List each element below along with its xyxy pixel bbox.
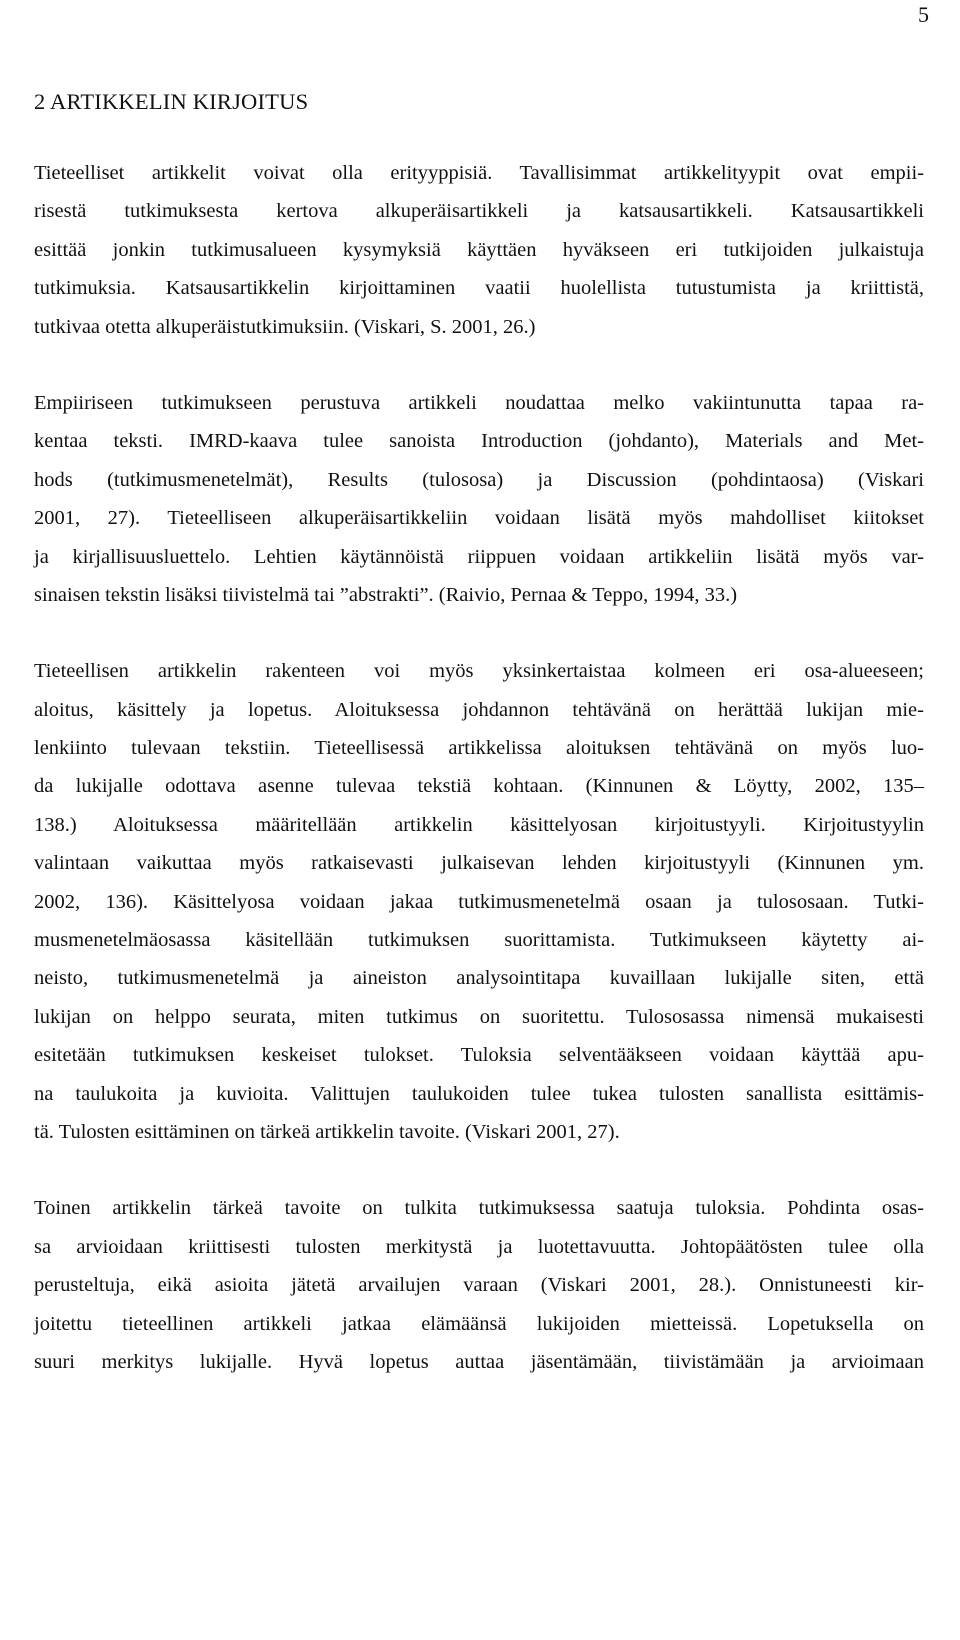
paragraph-3 — [34, 652, 924, 1151]
text-line: neisto, tutkimusmenetelmä ja aineiston analysointitapa kuvaillaan lukijalle siten, että — [34, 967, 924, 990]
text-line: ja kirjallisuusluettelo. Lehtien käytännöistä riippuen voidaan artikkeliin lisätä myös var- — [34, 545, 924, 568]
text-line: tä. Tulosten esittäminen on tärkeä artikkelin tavoite. (Viskari 2001, 27). — [34, 1120, 620, 1143]
paragraph-4 — [34, 1189, 924, 1381]
text-line: na taulukoita ja kuvioita. Valittujen taulukoiden tulee tukea tulosten sanallista esittämis- — [34, 1082, 924, 1105]
text-line: kentaa teksti. IMRD-kaava tulee sanoista Introduction (johdanto), Materials and Met- — [34, 430, 924, 453]
text-line: 2002, 136). Käsittelyosa voidaan jakaa tutkimusmenetelmä osaan ja tulososaan. Tutki- — [34, 890, 924, 913]
page-number: 5 — [918, 2, 929, 27]
text-line: lenkiinto tulevaan tekstiin. Tieteellisessä artikkelissa aloituksen tehtävänä on myös luo- — [34, 737, 924, 760]
text-line: esitetään tutkimuksen keskeiset tulokset. Tuloksia selventääkseen voidaan käyttää apu- — [34, 1044, 924, 1067]
text-line: 2001, 27). Tieteelliseen alkuperäisartikkeliin voidaan lisätä myös mahdolliset kiitokset — [34, 507, 924, 530]
text-line: musmenetelmäosassa käsitellään tutkimuksen suorittamista. Tutkimukseen käytetty ai- — [34, 929, 924, 952]
text-line: Empiiriseen tutkimukseen perustuva artikkeli noudattaa melko vakiintunutta tapaa ra- — [34, 391, 924, 414]
paragraph-2 — [34, 384, 924, 614]
text-line: joitettu tieteellinen artikkeli jatkaa elämäänsä lukijoiden mietteissä. Lopetuksella on — [34, 1312, 924, 1335]
text-line: 138.) Aloituksessa määritellään artikkelin käsittelyosan kirjoitustyyli. Kirjoitustyylin — [34, 813, 924, 836]
text-line: lukijan on helppo seurata, miten tutkimus on suoritettu. Tulososassa nimensä mukaisesti — [34, 1005, 924, 1028]
paragraph-1 — [34, 154, 924, 346]
document-body — [34, 88, 924, 1381]
text-line: aloitus, käsittely ja lopetus. Aloituksessa johdannon tehtävänä on herättää lukijan mie- — [34, 698, 924, 721]
text-line: perusteltuja, eikä asioita jätetä arvailujen varaan (Viskari 2001, 28.). Onnistuneesti kir- — [34, 1274, 924, 1297]
text-line: Tieteellisen artikkelin rakenteen voi myös yksinkertaistaa kolmeen eri osa-alueeseen; — [34, 660, 924, 683]
section-heading: 2 ARTIKKELIN KIRJOITUS — [34, 89, 309, 114]
text-line: Toinen artikkelin tärkeä tavoite on tulkita tutkimuksessa saatuja tuloksia. Pohdinta osas- — [34, 1197, 924, 1220]
text-line: sinaisen tekstin lisäksi tiivistelmä tai ”abstrakti”. (Raivio, Pernaa & Teppo, 1994, 33.) — [34, 583, 738, 606]
text-line: sa arvioidaan kriittisesti tulosten merkitystä ja luotettavuutta. Johtopäätösten tulee olla — [34, 1235, 924, 1258]
text-line: risestä tutkimuksesta kertova alkuperäisartikkeli ja katsausartikkeli. Katsausartikkeli — [34, 200, 924, 223]
text-line: Tieteelliset artikkelit voivat olla erityyppisiä. Tavallisimmat artikkelityypit ovat empii- — [34, 162, 924, 184]
text-line: suuri merkitys lukijalle. Hyvä lopetus auttaa jäsentämään, tiivistämään ja arvioimaan — [34, 1350, 924, 1373]
text-line: da lukijalle odottava asenne tulevaa tekstiä kohtaan. (Kinnunen & Löytty, 2002, 135– — [34, 775, 924, 798]
text-line: tutkimuksia. Katsausartikkelin kirjoittaminen vaatii huolellista tutustumista ja kriittistä, — [34, 277, 924, 300]
text-line: valintaan vaikuttaa myös ratkaisevasti julkaisevan lehden kirjoitustyyli (Kinnunen ym. — [34, 852, 924, 875]
text-line: tutkivaa otetta alkuperäistutkimuksiin. (Viskari, S. 2001, 26.) — [34, 315, 536, 338]
text-line: hods (tutkimusmenetelmät), Results (tulososa) ja Discussion (pohdintaosa) (Viskari — [34, 468, 924, 491]
text-line: esittää jonkin tutkimusalueen kysymyksiä käyttäen hyväkseen eri tutkijoiden julkaistuja — [34, 238, 924, 261]
